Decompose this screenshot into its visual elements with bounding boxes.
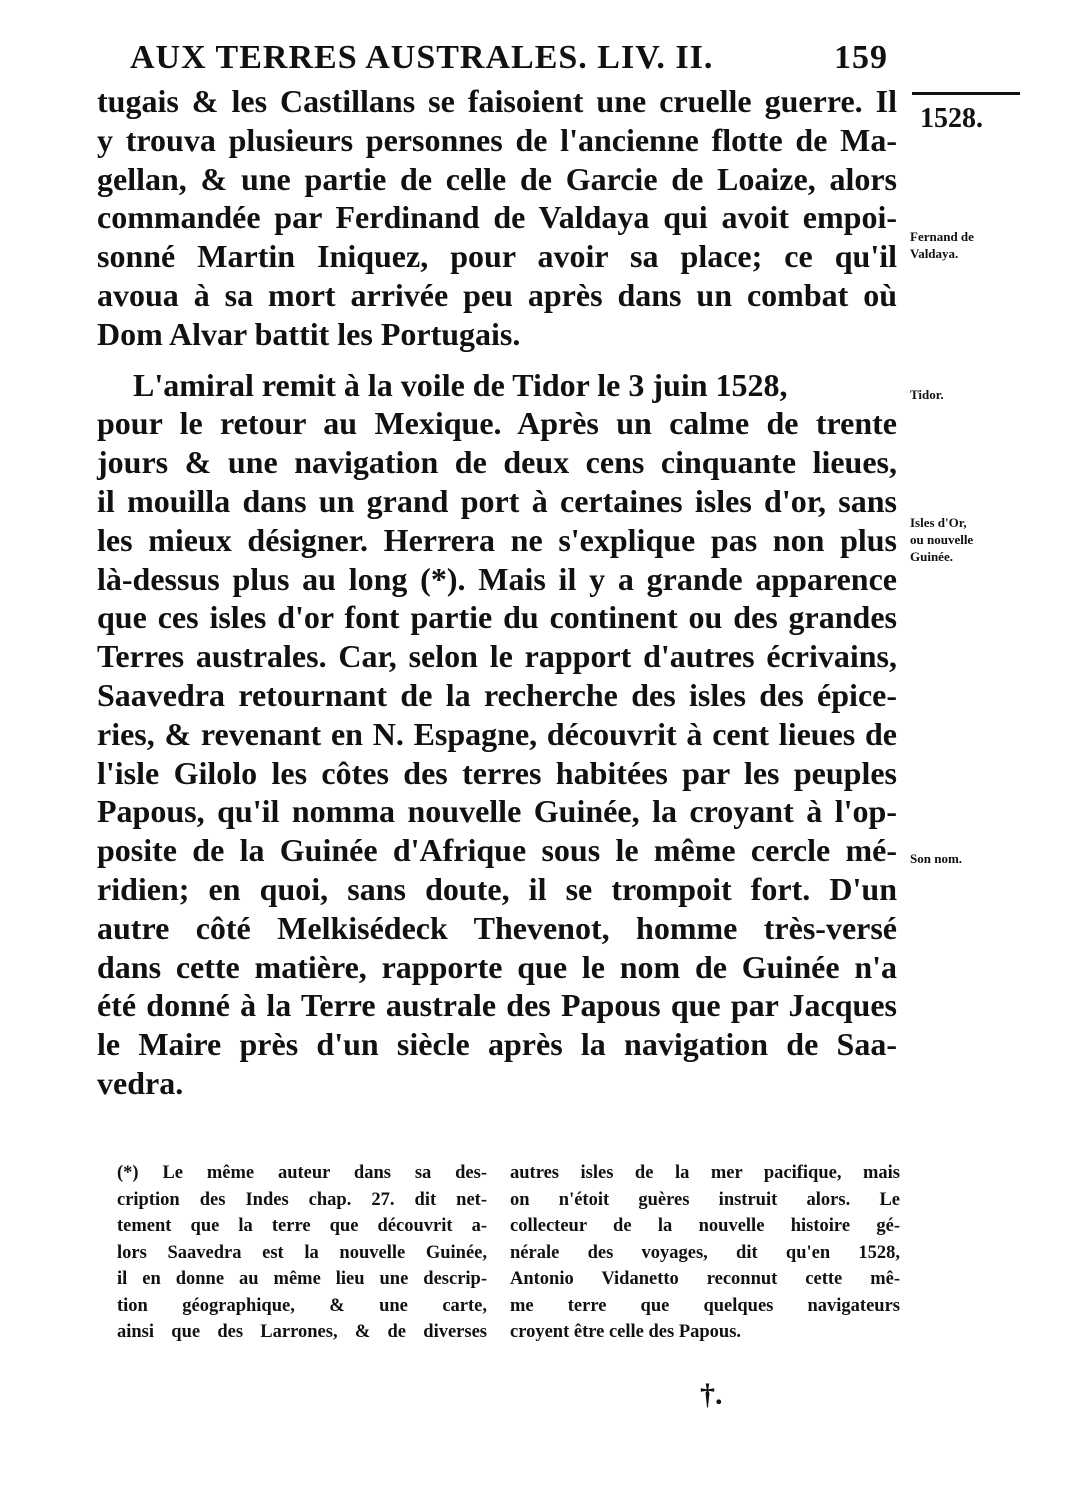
page-number: 159 [834,39,888,76]
text-line: Papous, qu'il nomma nouvelle Guinée, la croyant à l'op- [97,793,897,830]
margin-note-line: Tidor. [910,387,944,402]
text-line: dans cette matière, rapporte que le nom de Guinée n'a [97,948,897,985]
footnote-line: autres isles de la mer pacifique, mais [510,1163,900,1183]
text-line: sonné Martin Iniquez, pour avoir sa place; ce qu'il [97,238,897,275]
footnote-right-column [510,1160,900,1380]
footnote-line: cription des Indes chap. 27. dit net- [117,1189,487,1210]
text-line: été donné à la Terre australe des Papous que par Jacques [97,987,897,1024]
footnote-left-column [117,1160,487,1380]
signature-mark: †. [700,1378,723,1411]
text-line: pour le retour au Mexique. Après un calme de trente [97,405,897,442]
text-line: Saavedra retournant de la recherche des isles des épice- [97,676,897,713]
margin-note-line: Fernand de [910,229,974,244]
text-line: l'isle Gilolo les côtes des terres habitées par les peuples [97,754,897,791]
text-line: jours & une navigation de deux cens cinquante lieues, [97,444,897,481]
text-line: là-dessus plus au long (*). Mais il y a grande apparence [97,560,897,597]
footnote-line: on n'étoit guères instruit alors. Le [510,1189,900,1210]
footnote-line: il en donne au même lieu une descrip- [117,1269,487,1289]
text-line: avoua à sa mort arrivée peu après dans un combat où [97,276,897,313]
paragraph-gap [97,354,897,366]
margin-note-valdaya [910,228,1040,262]
margin-note-line: Son nom. [910,851,963,866]
margin-note-line: Isles d'Or, [910,515,967,530]
footnote-line: lors Saavedra est la nouvelle Guinée, [117,1242,487,1263]
footnote-line: Antonio Vidanetto reconnut cette mê- [510,1269,900,1289]
text-line: le Maire près d'un siècle après la navigation de Saa- [97,1026,897,1063]
margin-note-line: Valdaya. [910,246,959,261]
running-header [130,38,900,78]
margin-note-name [910,850,1040,867]
footnote-line: tion géographique, & une carte, [117,1295,487,1316]
running-title: AUX TERRES AUSTRALES. LIV. II. [130,39,714,76]
text-line: les mieux désigner. Herrera ne s'explique pas non plus [97,521,897,558]
text-line: Dom Alvar battit les Portugais. [97,315,521,352]
margin-note-isles [910,514,1040,565]
margin-year: 1528. [920,103,983,134]
footnote-line: tement que la terre que découvrit a- [117,1216,487,1236]
text-line: Terres australes. Car, selon le rapport d'autres écrivains, [97,638,897,675]
footnote-line: croyent être celle des Papous. [510,1322,742,1342]
margin-rule [912,92,1020,95]
margin-note-line: ou nouvelle [910,532,974,547]
footnote-line: ainsi que des Larrones, & de diverses [117,1322,487,1342]
text-line: ries, & revenant en N. Espagne, découvrit à cent lieues de [97,715,897,752]
text-line-content: L'amiral remit à la voile de Tidor le 3 juin 1528, [133,366,788,403]
text-line: vedra. [97,1064,184,1101]
footnote-line: (*) Le même auteur dans sa des- [117,1163,487,1183]
text-line: tugais & les Castillans se faisoient une cruelle guerre. Il [97,83,897,119]
footnote-line: nérale des voyages, dit qu'en 1528, [510,1242,900,1263]
footnote-line: me terre que quelques navigateurs [510,1295,900,1316]
main-text [97,82,897,1103]
text-line: gellan, & une partie de celle de Garcie de Loaize, alors [97,160,897,197]
text-line-indented [97,366,897,405]
text-line: ridien; en quoi, sans doute, il se trompoit fort. D'un [97,870,897,907]
margin-note-line: Guinée. [910,549,953,564]
text-line: que ces isles d'or font partie du continent ou des grandes [97,599,897,636]
text-line: autre côté Melkisédeck Thevenot, homme très-versé [97,909,897,946]
footnote-line: collecteur de la nouvelle histoire gé- [510,1216,900,1236]
text-line: commandée par Ferdinand de Valdaya qui avoit empoi- [97,199,897,236]
text-line: posite de la Guinée d'Afrique sous le même cercle mé- [97,832,897,869]
text-line: il mouilla dans un grand port à certaines isles d'or, sans [97,482,897,519]
text-line: y trouva plusieurs personnes de l'ancienne flotte de Ma- [97,121,897,158]
margin-note-tidor [910,386,1040,403]
